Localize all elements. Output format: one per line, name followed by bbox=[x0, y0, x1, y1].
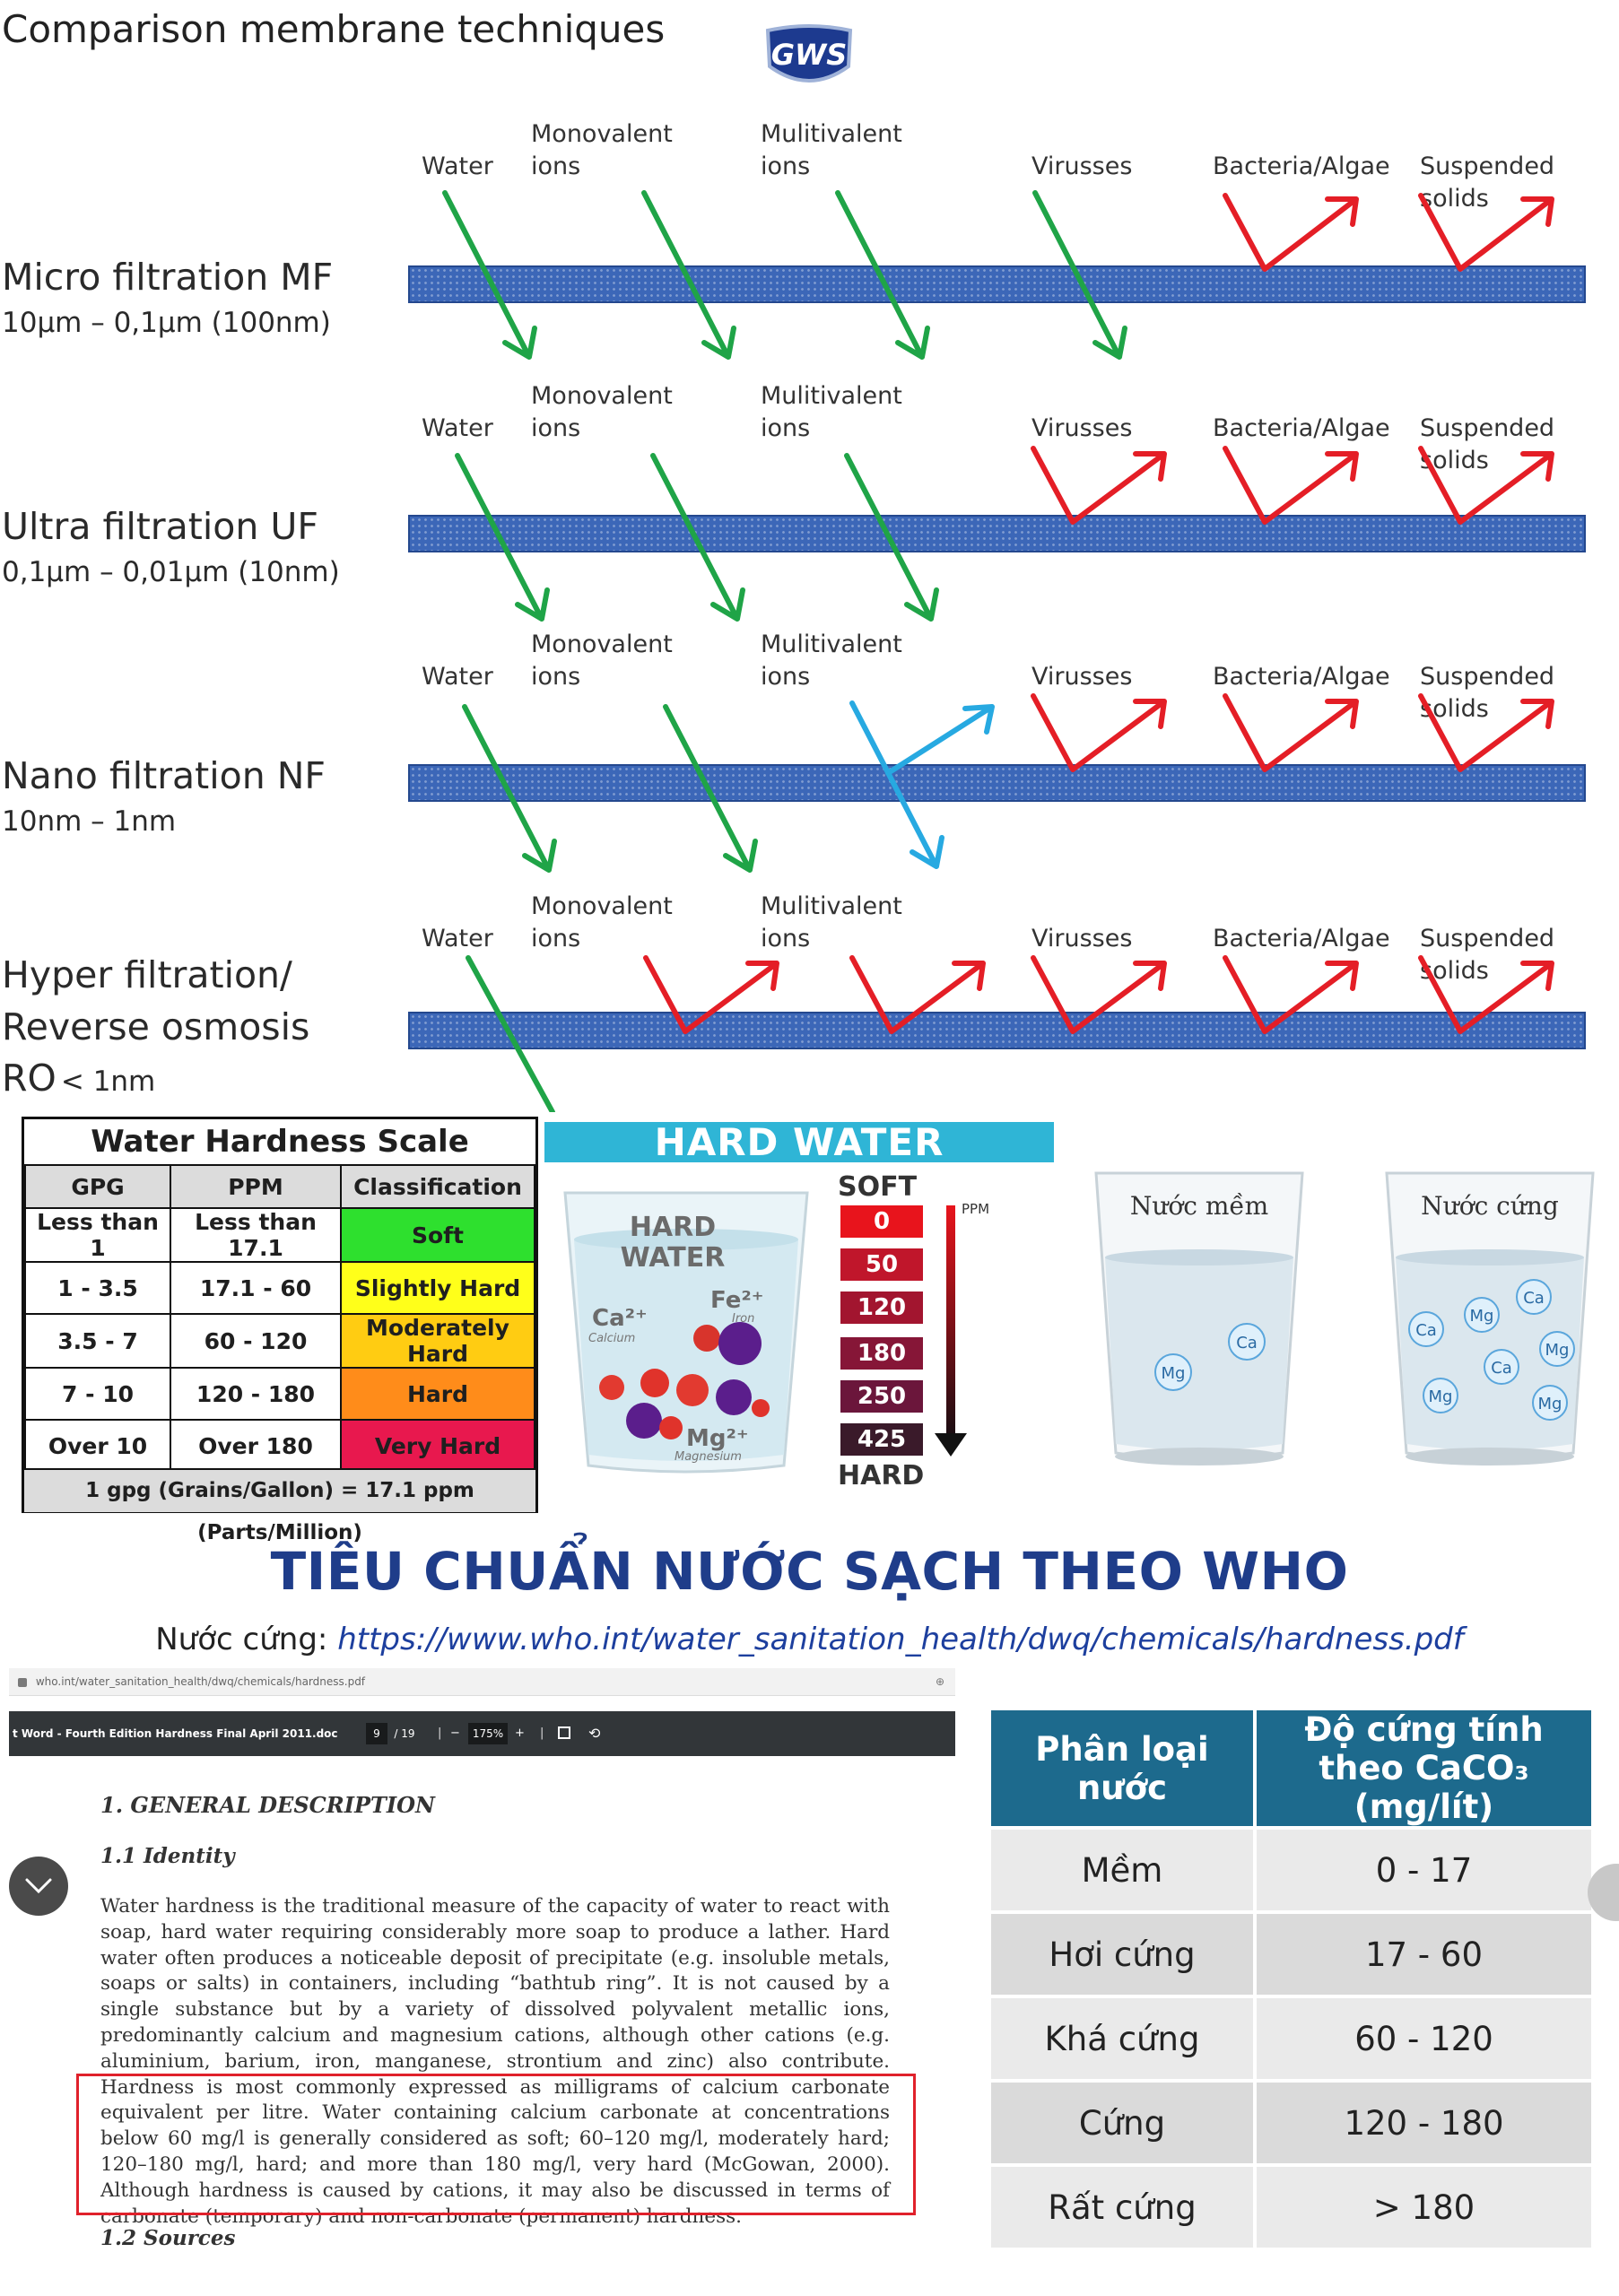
partial-arrow-multivalent-pass bbox=[852, 703, 942, 866]
label-water: Water bbox=[422, 925, 493, 952]
reject-arrow-solids bbox=[1421, 448, 1552, 522]
tech-name-nf: Nano filtration NF bbox=[2, 754, 326, 797]
who-link-row bbox=[0, 1622, 1619, 1657]
tech-name-ro: Hyper filtration/ Reverse osmosis bbox=[2, 953, 310, 1048]
ppm-value: 180 bbox=[840, 1337, 923, 1370]
tech-range-nf: 10nm – 1nm bbox=[2, 805, 177, 838]
water-type-cell: Khá cứng bbox=[991, 1995, 1257, 2079]
label-water: Water bbox=[422, 152, 493, 180]
scale-hard-label: HARD bbox=[838, 1460, 925, 1492]
hard-water-glass-vn-illustration bbox=[1383, 1168, 1597, 1467]
scale-row bbox=[25, 1208, 535, 1262]
who-pdf-screenshot bbox=[9, 1668, 955, 2260]
pass-arrow-monovalent bbox=[644, 193, 734, 357]
filtration-arrows bbox=[0, 0, 1619, 1112]
scale-note: 1 gpg (Grains/Gallon) = 17.1 ppm (Parts/Million) bbox=[24, 1468, 535, 1512]
reject-arrow-viruses bbox=[1033, 958, 1164, 1031]
ppm-cell: 17.1 - 60 bbox=[170, 1262, 341, 1314]
reject-arrow-solids bbox=[1421, 196, 1552, 269]
ppm-cell: Over 180 bbox=[170, 1420, 341, 1472]
ion-ca-bubble: Ca bbox=[1491, 1359, 1512, 1378]
classification-cell: Moderately Hard bbox=[341, 1314, 535, 1368]
diagram-title: Comparison membrane techniques bbox=[2, 7, 666, 51]
label-water: Water bbox=[422, 414, 493, 442]
tech-range-mf: 10µm – 0,1µm (100nm) bbox=[2, 307, 331, 339]
label-viruses: Virusses bbox=[1031, 152, 1133, 180]
ion-mg-bubble: Mg bbox=[1537, 1395, 1562, 1413]
gpg-cell: 1 - 3.5 bbox=[25, 1262, 170, 1314]
label-multivalent: Mulitivalent ions bbox=[761, 631, 902, 691]
vn-table-row bbox=[991, 1910, 1595, 1995]
vn-table-row bbox=[991, 2079, 1595, 2163]
water-hardness-scale bbox=[22, 1117, 538, 1544]
membrane-comparison-diagram bbox=[0, 0, 1619, 1112]
hardness-cell: 120 - 180 bbox=[1257, 2079, 1595, 2163]
scale-soft-label: SOFT bbox=[838, 1171, 918, 1203]
vn-table-row bbox=[991, 2163, 1595, 2248]
highlight-box bbox=[76, 2074, 916, 2215]
gpg-cell: Over 10 bbox=[25, 1420, 170, 1472]
doc-heading: 1. GENERAL DESCRIPTION bbox=[100, 1792, 435, 1818]
browser-address-bar[interactable] bbox=[9, 1668, 955, 1696]
ion-ca-bubble: Ca bbox=[1236, 1334, 1258, 1352]
ppm-value: 250 bbox=[840, 1380, 923, 1413]
header-gpg: GPG bbox=[25, 1165, 170, 1208]
vn-table-row bbox=[991, 1826, 1595, 1910]
hardness-cell: 17 - 60 bbox=[1257, 1910, 1595, 1995]
label-viruses: Virusses bbox=[1031, 925, 1133, 952]
ion-mg-name: Magnesium bbox=[675, 1450, 742, 1464]
pass-arrow-monovalent bbox=[666, 707, 755, 870]
ro-range: < 1nm bbox=[60, 1065, 156, 1098]
label-viruses: Virusses bbox=[1031, 663, 1133, 691]
doc-subheading: 1.1 Identity bbox=[100, 1844, 235, 1868]
ppm-value: 425 bbox=[840, 1423, 923, 1456]
classification-cell: Slightly Hard bbox=[341, 1262, 535, 1314]
header-hardness bbox=[1257, 1710, 1595, 1826]
water-type-cell: Hơi cứng bbox=[991, 1910, 1257, 1995]
divider: | bbox=[540, 1726, 544, 1740]
scale-row bbox=[25, 1314, 535, 1368]
hard-water-glass-illustration bbox=[556, 1186, 816, 1482]
vn-table-header bbox=[991, 1710, 1595, 1826]
gpg-cell: Less than 1 bbox=[25, 1208, 170, 1262]
rotate-icon[interactable]: ⟲ bbox=[588, 1725, 601, 1742]
hard-water-banner: HARD WATER bbox=[544, 1122, 1054, 1162]
header-ppm: PPM bbox=[170, 1165, 341, 1208]
pass-arrow-multivalent bbox=[847, 456, 936, 619]
gpg-cell: 7 - 10 bbox=[25, 1368, 170, 1420]
tech-name-uf: Ultra filtration UF bbox=[2, 505, 318, 548]
soft-water-glass-illustration bbox=[1092, 1168, 1306, 1467]
ppm-value: 120 bbox=[840, 1292, 923, 1324]
vn-hardness-table bbox=[991, 1710, 1595, 2248]
reject-arrow-bacteria bbox=[1225, 696, 1356, 770]
label-bacteria: Bacteria/Algae bbox=[1213, 925, 1390, 952]
gpg-cell: 3.5 - 7 bbox=[25, 1314, 170, 1368]
reject-arrow-viruses bbox=[1033, 448, 1164, 522]
header-hardness-line1: Độ cứng tính bbox=[1304, 1710, 1544, 1749]
ion-mg-bubble: Mg bbox=[1469, 1307, 1494, 1326]
label-water: Water bbox=[422, 663, 493, 691]
ion-ca-bubble: Ca bbox=[1415, 1321, 1437, 1340]
ion-fe-label: Fe²⁺ bbox=[710, 1287, 764, 1314]
label-viruses: Virusses bbox=[1031, 414, 1133, 442]
who-link-url[interactable]: https://www.who.int/water_sanitation_health/dwq/chemicals/hardness.pdf bbox=[337, 1622, 1464, 1657]
header-classification: Classification bbox=[341, 1165, 535, 1208]
label-bacteria: Bacteria/Algae bbox=[1213, 663, 1390, 691]
hardness-cell: 0 - 17 bbox=[1257, 1826, 1595, 1910]
ion-ca-name: Calcium bbox=[588, 1332, 636, 1345]
water-type-cell: Cứng bbox=[991, 2079, 1257, 2163]
pass-arrow-water bbox=[457, 456, 547, 619]
reject-arrow-multivalent bbox=[852, 958, 983, 1031]
pass-arrow-water bbox=[445, 193, 535, 357]
label-monovalent: Monovalent ions bbox=[531, 892, 673, 952]
gws-logo-text: GWS bbox=[770, 38, 848, 72]
reject-arrow-solids bbox=[1421, 696, 1552, 770]
lock-icon bbox=[18, 1678, 27, 1687]
zoom-icon[interactable]: ⊕ bbox=[935, 1675, 944, 1688]
reject-arrow-solids bbox=[1421, 958, 1552, 1031]
reject-arrow-viruses bbox=[1033, 696, 1164, 770]
label-monovalent: Monovalent ions bbox=[531, 120, 673, 180]
ppm-cell: 120 - 180 bbox=[170, 1368, 341, 1420]
ion-mg-bubble: Mg bbox=[1428, 1387, 1453, 1406]
scale-row bbox=[25, 1262, 535, 1314]
hardness-cell: 60 - 120 bbox=[1257, 1995, 1595, 2079]
glass-text-hard: HARD bbox=[629, 1212, 717, 1243]
scale-row bbox=[25, 1368, 535, 1420]
who-link-label: Nước cứng: bbox=[155, 1622, 328, 1657]
ion-mg-label: Mg²⁺ bbox=[686, 1425, 749, 1452]
ppm-value: 50 bbox=[840, 1248, 923, 1281]
doc-paragraph: Water hardness is the traditional measure of the capacity of water to react with soap, hard water requiring considerably more soap to produce a lather. Hard water often produces a noticeable deposit of precipitate (e.g. insoluble metals, soaps or salts) in containers, including “bathtub ring”. It is not caused by a single substance but by a variety of dissolved polyvalent metallic ions, predominantly calcium and magnesium cations, although other cations (e.g. aluminium, barium, iron, manganese, strontium and zinc) also contribute. Hardness is most commonly expressed as milligrams of calcium carbonate equivalent per litre. Water containing calcium carbonate at concentrations below 60 mg/l is generally considered as soft; 60–120 mg/l, moderately hard; 120–180 mg/l, hard; and more than 180 mg/l, very hard (McGowan, 2000). Although hardness is caused by cations, it may also be discussed in terms of carbonate (temporary) and non-carbonate (permanent) hardness. bbox=[100, 1895, 890, 2228]
pass-arrow-viruses bbox=[1035, 193, 1125, 357]
divider: | bbox=[438, 1726, 442, 1740]
pass-arrow-monovalent bbox=[653, 456, 743, 619]
pass-arrow-water bbox=[465, 707, 554, 870]
header-water-type: Phân loại nước bbox=[991, 1710, 1257, 1826]
label-solids: Suspended solids bbox=[1420, 414, 1555, 474]
label-monovalent: Monovalent ions bbox=[531, 382, 673, 442]
zoom-in-button[interactable]: + bbox=[515, 1726, 525, 1740]
vn-table-row bbox=[991, 1995, 1595, 2079]
water-type-cell: Mềm bbox=[991, 1826, 1257, 1910]
scale-header-row bbox=[25, 1165, 535, 1208]
ppm-value: 0 bbox=[840, 1205, 923, 1238]
tech-name-mf: Micro filtration MF bbox=[2, 256, 334, 299]
label-solids: Suspended solids bbox=[1420, 663, 1555, 723]
label-bacteria: Bacteria/Algae bbox=[1213, 152, 1390, 180]
scale-table bbox=[24, 1164, 535, 1473]
glass-text-water: WATER bbox=[620, 1242, 726, 1274]
chevron-down-icon bbox=[9, 1857, 68, 1916]
reject-arrow-bacteria bbox=[1225, 196, 1356, 269]
pass-arrow-multivalent bbox=[838, 193, 927, 357]
ion-ca-bubble: Ca bbox=[1523, 1289, 1545, 1308]
page-number-input[interactable]: 9 bbox=[366, 1723, 387, 1744]
label-solids: Suspended solids bbox=[1420, 152, 1555, 213]
label-multivalent: Mulitivalent ions bbox=[761, 120, 902, 180]
zoom-level-input[interactable]: 175% bbox=[468, 1723, 508, 1744]
header-hardness-line2: theo CaCO₃ (mg/lít) bbox=[1319, 1749, 1529, 1826]
label-monovalent: Monovalent ions bbox=[531, 631, 673, 691]
scroll-down-button[interactable] bbox=[9, 1857, 68, 1916]
label-solids: Suspended solids bbox=[1420, 925, 1555, 985]
pdf-file-title: t Word - Fourth Edition Hardness Final April 2011.doc bbox=[13, 1727, 338, 1740]
address-text: who.int/water_sanitation_health/dwq/chemicals/hardness.pdf bbox=[35, 1675, 366, 1688]
reject-arrow-bacteria bbox=[1225, 958, 1356, 1031]
scale-ppm-unit: PPM bbox=[962, 1201, 990, 1217]
hard-glass-label: Nước cứng bbox=[1421, 1191, 1559, 1221]
ion-mg-bubble: Mg bbox=[1545, 1341, 1570, 1360]
fit-page-icon[interactable] bbox=[558, 1726, 570, 1739]
hardness-cell: > 180 bbox=[1257, 2163, 1595, 2248]
ppm-cell: 60 - 120 bbox=[170, 1314, 341, 1368]
soft-glass-label: Nước mềm bbox=[1129, 1191, 1269, 1221]
ppm-cell: Less than 17.1 bbox=[170, 1208, 341, 1262]
classification-cell: Hard bbox=[341, 1368, 535, 1420]
zoom-out-button[interactable]: − bbox=[450, 1726, 460, 1740]
pass-arrow-water bbox=[468, 958, 553, 1112]
scale-title: Water Hardness Scale bbox=[24, 1119, 535, 1167]
ion-ca-label: Ca²⁺ bbox=[592, 1305, 648, 1332]
page-count: / 19 bbox=[394, 1727, 415, 1740]
classification-cell: Very Hard bbox=[341, 1420, 535, 1472]
ion-fe-name: Iron bbox=[732, 1312, 755, 1326]
label-multivalent: Mulitivalent ions bbox=[761, 892, 902, 952]
label-bacteria: Bacteria/Algae bbox=[1213, 414, 1390, 442]
ro-prefix: RO bbox=[2, 1057, 57, 1100]
label-multivalent: Mulitivalent ions bbox=[761, 382, 902, 442]
ion-mg-bubble: Mg bbox=[1161, 1364, 1186, 1383]
classification-cell: Soft bbox=[341, 1208, 535, 1262]
partial-arrow-multivalent-reject bbox=[888, 707, 992, 773]
reject-arrow-bacteria bbox=[1225, 448, 1356, 522]
tech-range-uf: 0,1µm – 0,01µm (10nm) bbox=[2, 556, 340, 588]
pdf-toolbar bbox=[9, 1711, 955, 1756]
ppm-gradient-arrow bbox=[933, 1202, 972, 1462]
scale-row bbox=[25, 1420, 535, 1472]
who-title: TIÊU CHUẨN NƯỚC SẠCH THEO WHO bbox=[270, 1541, 1349, 1602]
water-type-cell: Rất cứng bbox=[991, 2163, 1257, 2248]
reject-arrow-monovalent bbox=[646, 958, 777, 1031]
doc-subheading-2: 1.2 Sources bbox=[100, 2226, 236, 2250]
